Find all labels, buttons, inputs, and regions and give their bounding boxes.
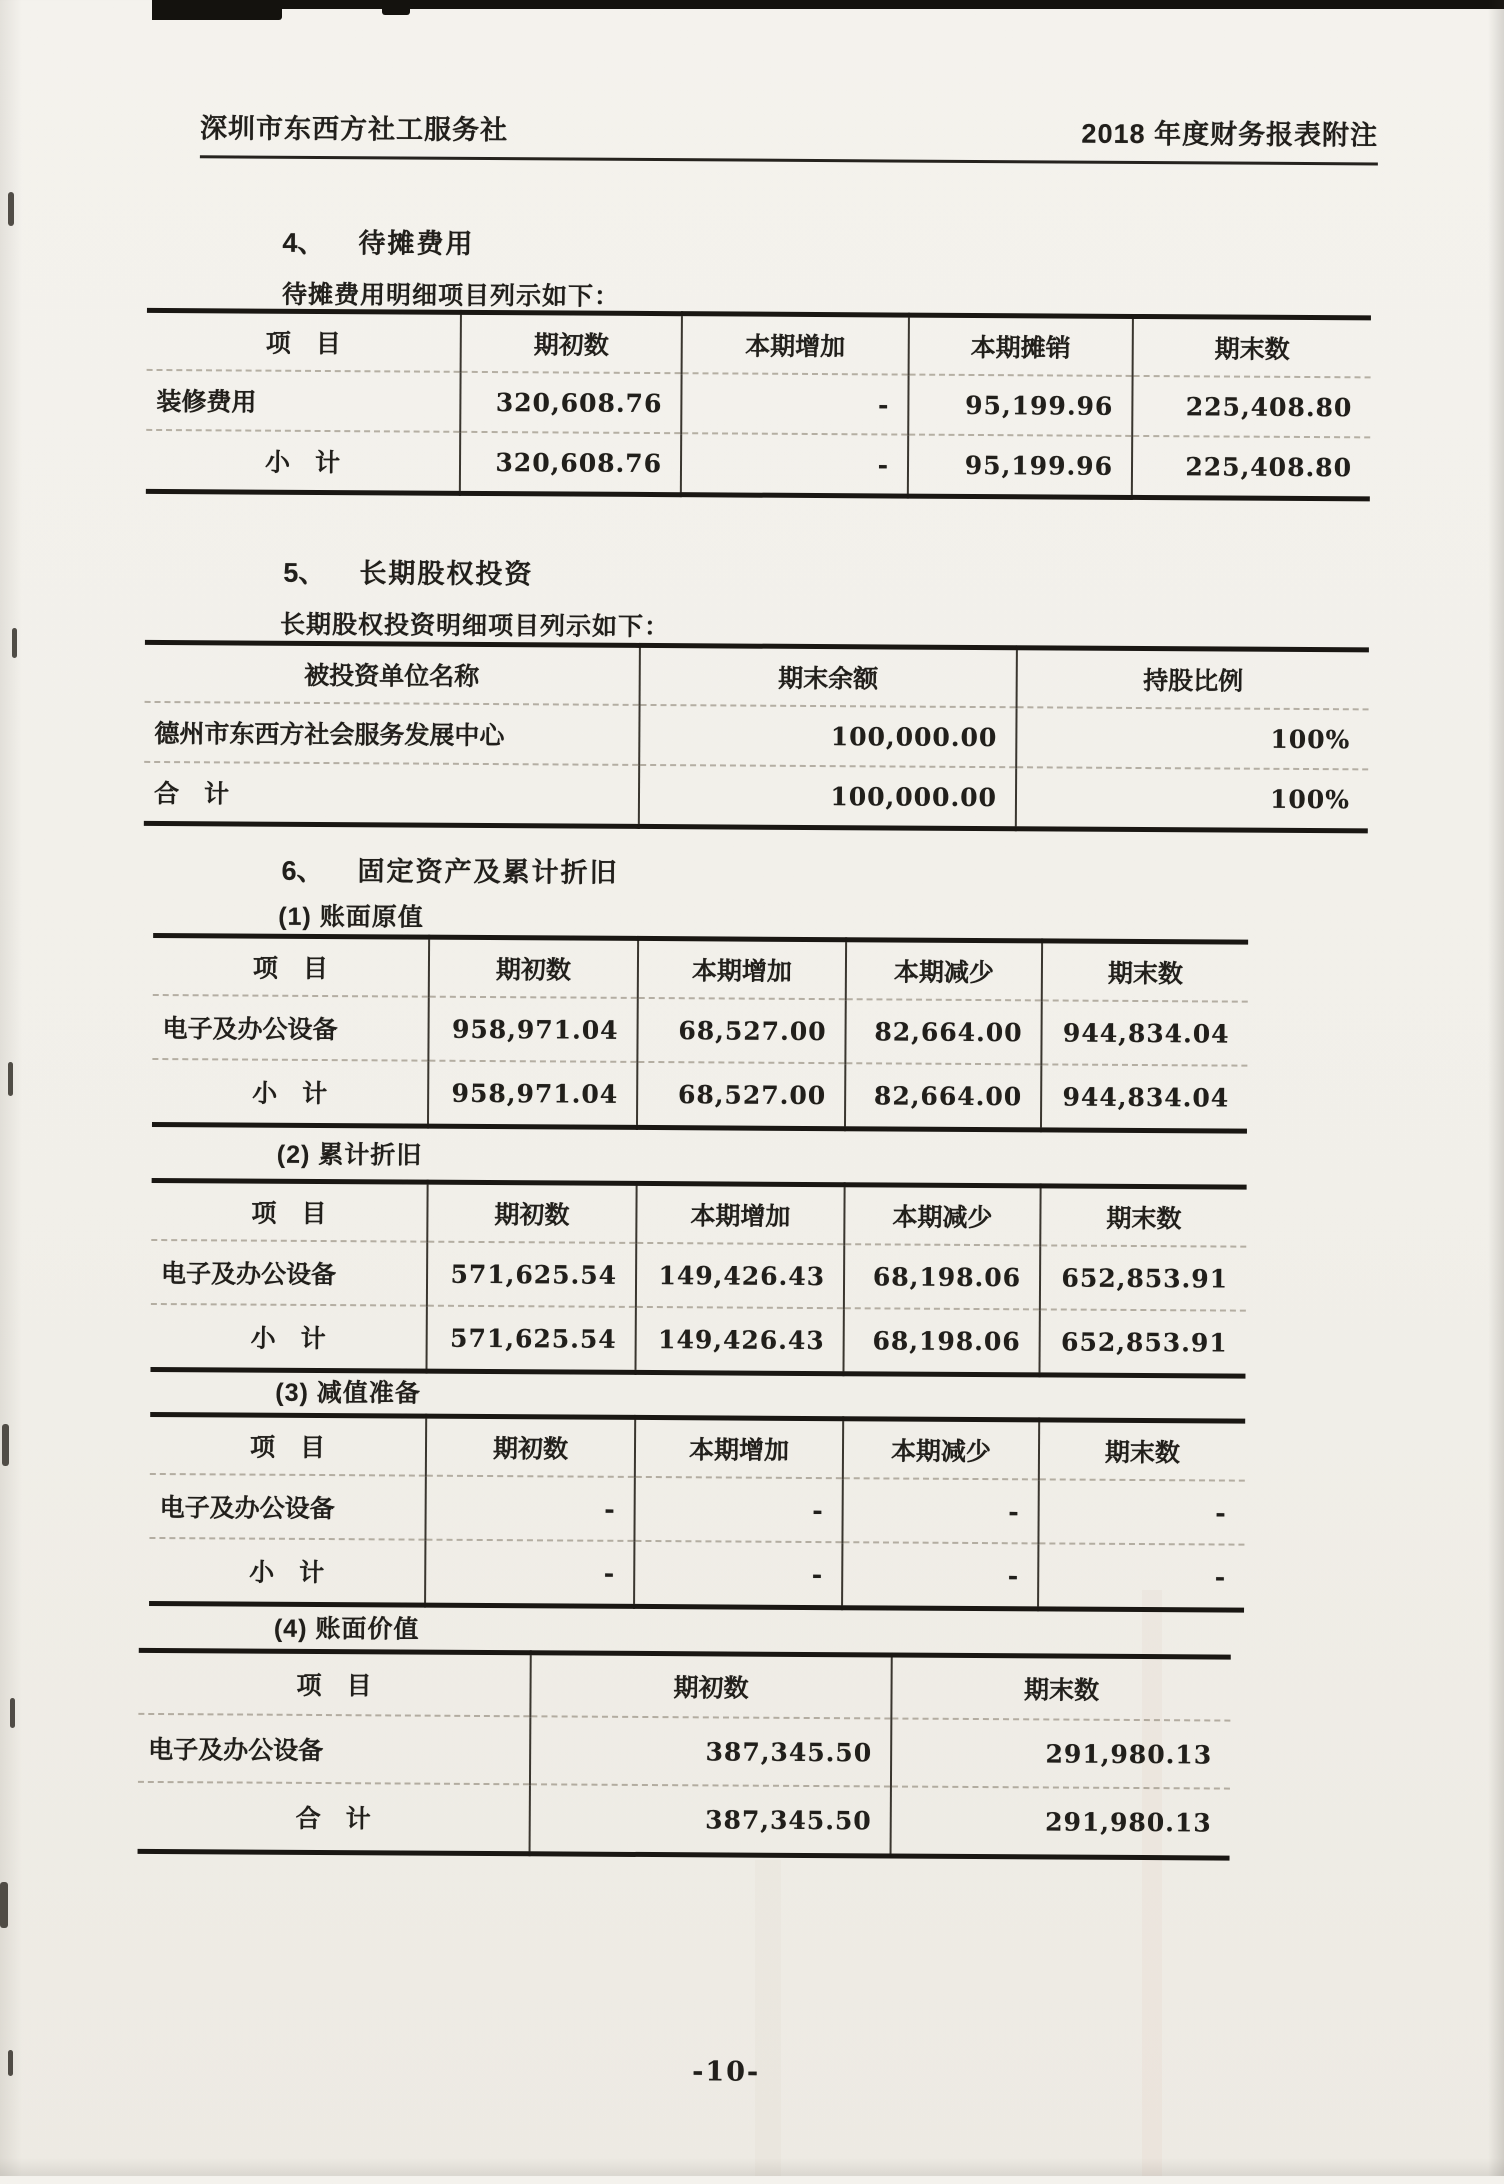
cell-value: 387,345.50 xyxy=(530,1784,891,1856)
row-label: 德州市东西方社会服务发展中心 xyxy=(144,702,639,765)
table-header-row xyxy=(145,642,1369,709)
cell-value: 958,971.04 xyxy=(428,1061,637,1128)
column-header: 项 目 xyxy=(151,1180,427,1241)
cell-value: 68,527.00 xyxy=(637,998,845,1063)
column-header: 期初数 xyxy=(530,1653,891,1719)
cell-value: - xyxy=(842,1478,1038,1543)
table-row xyxy=(149,1474,1244,1545)
row-label: 合 计 xyxy=(153,779,230,809)
column-header: 期初数 xyxy=(429,937,638,998)
long-term-investment-table xyxy=(144,640,1369,833)
section6-sub1-label: (1) 账面原值 xyxy=(278,902,424,932)
cell-value: 100,000.00 xyxy=(639,705,1016,767)
table-row-subtotal xyxy=(146,430,1370,499)
table-row-subtotal xyxy=(150,1304,1245,1376)
cell-value: 652,853.91 xyxy=(1040,1245,1246,1310)
cell-value: - xyxy=(842,1542,1038,1609)
section4-title: 待摊费用 xyxy=(358,228,475,259)
cell-value: 100% xyxy=(1016,707,1368,769)
column-header: 本期减少 xyxy=(844,1185,1040,1246)
table-header-row xyxy=(153,935,1248,1001)
cell-value: 82,664.00 xyxy=(845,1063,1041,1130)
table-row xyxy=(138,1714,1230,1789)
page-number: -10- xyxy=(692,2056,761,2088)
cell-value: - xyxy=(425,1476,634,1541)
row-label: 合 计 xyxy=(295,1804,371,1834)
book-value-table xyxy=(138,1648,1231,1861)
cell-value: - xyxy=(634,1477,842,1542)
row-label: 装修费用 xyxy=(146,370,460,432)
table-header-row xyxy=(147,310,1371,377)
column-header: 项 目 xyxy=(150,1414,426,1475)
cell-value: 320,608.76 xyxy=(460,372,681,433)
cell-value: 225,408.80 xyxy=(1132,436,1370,499)
table-header-row xyxy=(138,1650,1230,1720)
section5-intro: 长期股权投资明细项目列示如下： xyxy=(279,610,671,642)
cell-value: 95,199.96 xyxy=(908,435,1132,498)
column-header: 期初数 xyxy=(427,1182,636,1243)
accumulated-depreciation-table xyxy=(150,1178,1246,1379)
column-header: 期末数 xyxy=(891,1655,1230,1721)
original-book-value-table xyxy=(152,933,1248,1134)
column-header: 本期增加 xyxy=(635,1417,843,1478)
column-header: 本期减少 xyxy=(843,1419,1039,1480)
cell-value: 320,608.76 xyxy=(460,432,681,495)
cell-value: 68,198.06 xyxy=(843,1308,1039,1375)
cell-value: 225,408.80 xyxy=(1132,376,1370,437)
column-header: 本期增加 xyxy=(636,1183,844,1244)
section6-sub2-label: (2) 累计折旧 xyxy=(276,1140,423,1170)
row-label: 小 计 xyxy=(249,1558,325,1588)
column-header: 本期减少 xyxy=(846,940,1042,1001)
cell-value: 149,426.43 xyxy=(635,1307,843,1374)
cell-value: 95,199.96 xyxy=(908,375,1132,436)
column-header: 本期增加 xyxy=(682,314,909,375)
cell-value: 571,625.54 xyxy=(426,1306,635,1373)
column-header: 项 目 xyxy=(153,935,429,996)
section6-sub3-label: (3) 减值准备 xyxy=(275,1378,421,1408)
cell-value: - xyxy=(1038,1543,1244,1610)
section5-number: 5、 xyxy=(283,557,326,589)
table-row-subtotal xyxy=(152,1059,1247,1131)
table-row-subtotal xyxy=(149,1538,1244,1610)
row-label: 电子及办公设备 xyxy=(138,1714,530,1784)
cell-value: 944,834.04 xyxy=(1041,1000,1247,1065)
column-header: 被投资单位名称 xyxy=(145,642,640,705)
cell-value: - xyxy=(681,433,908,496)
column-header: 项 目 xyxy=(138,1650,530,1716)
cell-value: 652,853.91 xyxy=(1039,1309,1245,1376)
cell-value: 958,971.04 xyxy=(428,997,637,1062)
cell-value: 68,198.06 xyxy=(844,1244,1040,1309)
cell-value: 149,426.43 xyxy=(636,1243,844,1308)
row-label: 电子及办公设备 xyxy=(151,1240,427,1306)
cell-value: 944,834.04 xyxy=(1041,1064,1247,1131)
column-header: 期末数 xyxy=(1133,316,1371,377)
section5-title: 长期股权投资 xyxy=(359,558,534,590)
column-header: 项 目 xyxy=(147,310,461,371)
section5-heading xyxy=(283,551,533,592)
table-header-row xyxy=(150,1414,1245,1480)
row-label: 电子及办公设备 xyxy=(152,995,428,1061)
cell-value: 291,980.13 xyxy=(891,1786,1230,1858)
column-header: 期末数 xyxy=(1042,941,1248,1002)
cell-value: - xyxy=(1038,1479,1244,1544)
column-header: 期初数 xyxy=(426,1416,635,1477)
prepaid-expense-table xyxy=(146,308,1371,501)
table-row xyxy=(152,995,1247,1066)
column-header: 持股比例 xyxy=(1017,648,1369,710)
table-header-row xyxy=(151,1180,1246,1246)
section4-heading xyxy=(282,221,474,261)
cell-value: 68,527.00 xyxy=(637,1062,845,1129)
column-header: 期末数 xyxy=(1039,1420,1245,1481)
cell-value: 571,625.54 xyxy=(427,1242,636,1307)
cell-value: 387,345.50 xyxy=(530,1716,891,1786)
page-header xyxy=(200,106,1378,165)
section6-number: 6、 xyxy=(281,855,324,887)
org-name: 深圳市东西方社工服务社 xyxy=(199,113,509,146)
row-label: 小 计 xyxy=(252,1079,328,1109)
column-header: 期末数 xyxy=(1040,1186,1246,1247)
table-row-total xyxy=(144,762,1368,831)
column-header: 本期增加 xyxy=(638,938,846,999)
cell-value: 82,664.00 xyxy=(845,999,1041,1064)
column-header: 期末余额 xyxy=(640,645,1017,707)
cell-value: 291,980.13 xyxy=(891,1718,1230,1788)
section4-number: 4、 xyxy=(282,227,325,259)
cell-value: - xyxy=(681,373,908,434)
section6-sub4-label: (4) 账面价值 xyxy=(273,1614,420,1644)
row-label: 电子及办公设备 xyxy=(149,1474,425,1540)
row-label: 小 计 xyxy=(264,448,341,478)
table-row xyxy=(151,1240,1246,1311)
cell-value: 100% xyxy=(1016,767,1368,831)
cell-value: - xyxy=(634,1541,842,1608)
section6-title: 固定资产及累计折旧 xyxy=(357,856,619,888)
row-label: 小 计 xyxy=(250,1324,326,1354)
table-row xyxy=(144,702,1368,769)
section6-heading xyxy=(281,849,618,890)
column-header: 期初数 xyxy=(461,312,682,373)
impairment-provision-table xyxy=(149,1412,1245,1613)
table-row-total xyxy=(138,1782,1230,1858)
report-title: 2018 年度财务报表附注 xyxy=(1081,118,1379,151)
table-row xyxy=(146,370,1370,437)
cell-value: - xyxy=(425,1540,634,1607)
column-header: 本期摊销 xyxy=(909,315,1133,376)
cell-value: 100,000.00 xyxy=(639,765,1016,829)
section4-intro: 待摊费用明细项目列示如下： xyxy=(281,280,621,311)
